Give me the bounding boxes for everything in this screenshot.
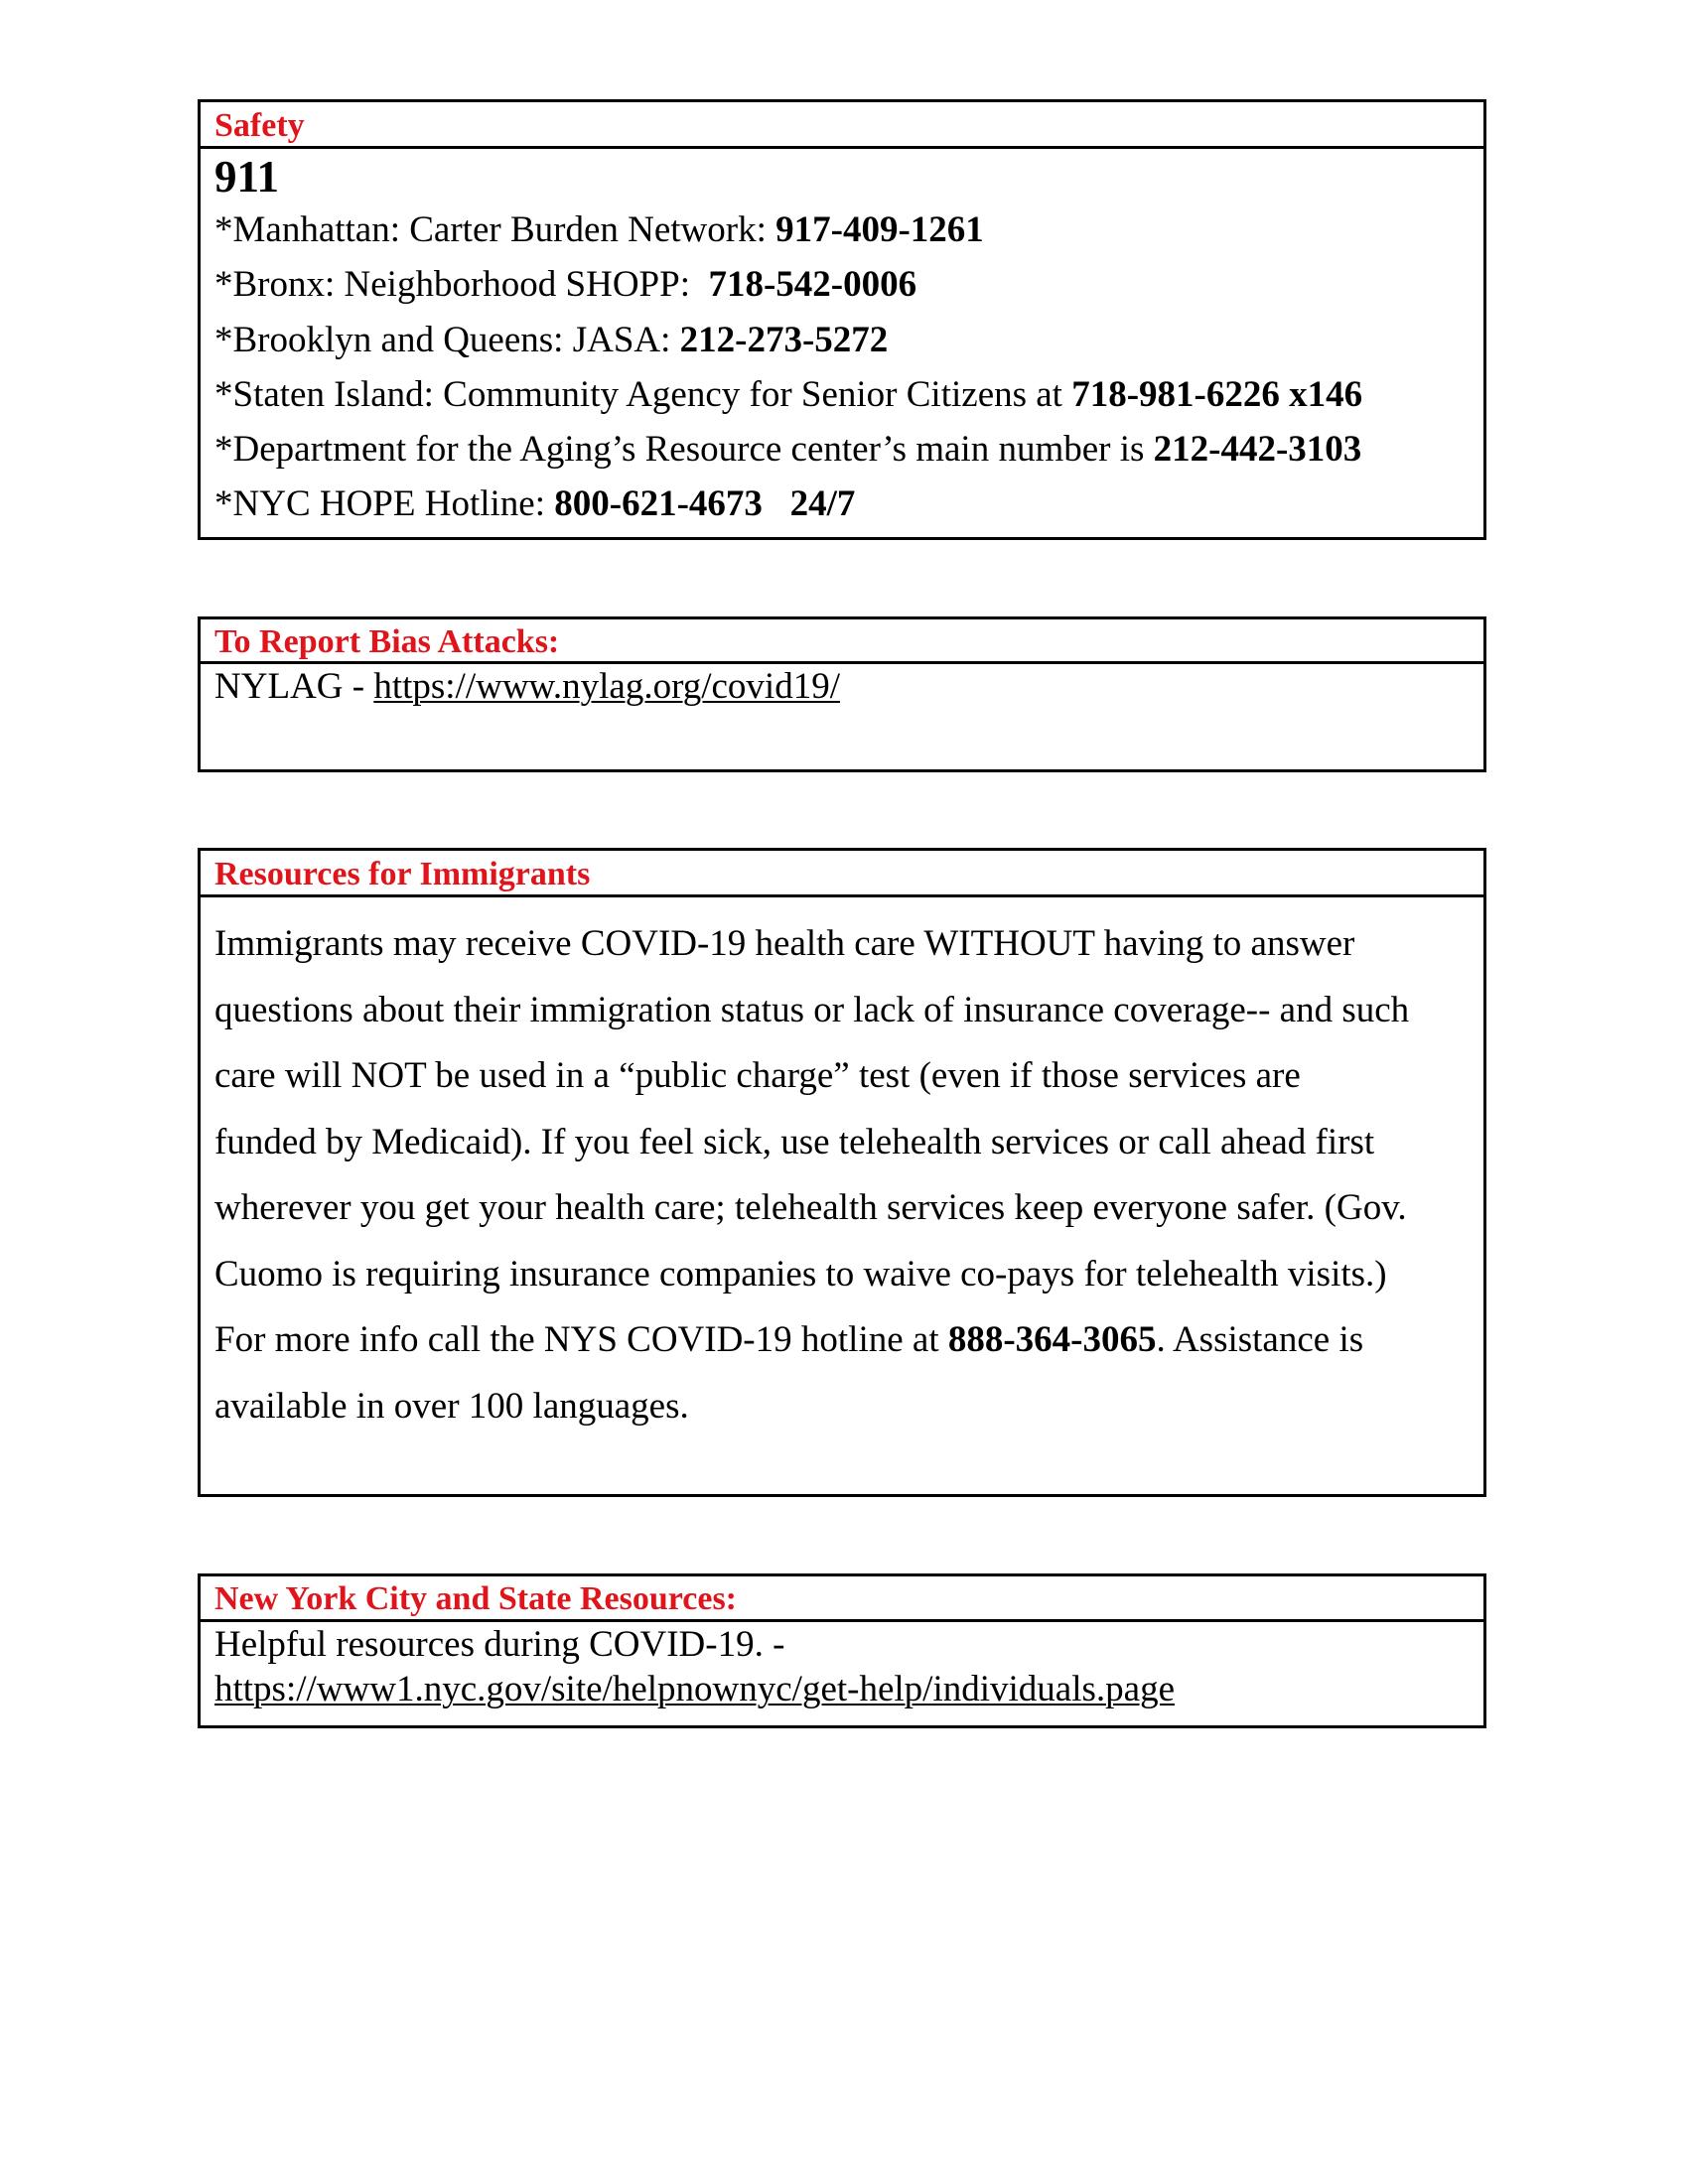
contact-line-dept-aging [214,422,1483,477]
contact-line-bronx [214,257,1483,312]
nys-hotline-number: 888-364-3065 [947,1319,1157,1360]
paragraph-line [214,1043,1483,1110]
bias-attacks-section [198,616,1486,772]
contact-label: *Staten Island: Community Agency for Senior Citizens at [214,373,1072,415]
paragraph-text: funded by Medicaid). If you feel sick, use telehealth services or call ahead first [214,1121,1375,1162]
paragraph-line [214,1175,1483,1242]
paragraph-text: Cuomo is requiring insurance companies to waive co-pays for telehealth visits.) [214,1253,1387,1295]
paragraph-text: questions about their immigration status or lack of insurance coverage-- and such [214,989,1410,1030]
contact-label: *Department for the Aging’s Resource center’s main number is [214,429,1154,471]
bias-attacks-heading: To Report Bias Attacks: [201,619,1483,664]
contact-number: 917-409-1261 [775,209,984,250]
immigrants-section [198,848,1486,1497]
immigrants-paragraph [214,911,1483,1439]
nyc-help-link[interactable]: https://www1.nyc.gov/site/helpnownyc/get-help/individuals.page [214,1669,1175,1709]
safety-section [198,99,1486,540]
contact-label: *Brooklyn and Queens: JASA: [214,319,680,360]
paragraph-text: For more info call the NYS COVID-19 hotline at [214,1319,948,1360]
paragraph-text: care will NOT be used in a “public charge” test (even if those services are [214,1055,1301,1096]
contact-label: *Bronx: Neighborhood SHOPP: [214,264,709,306]
paragraph-text: Immigrants may receive COVID-19 health care WITHOUT having to answer [214,923,1355,964]
bias-attacks-body [201,664,1483,709]
paragraph-line [214,911,1483,978]
paragraph-line [214,1110,1483,1176]
contact-label: *Manhattan: Carter Burden Network: [214,209,776,250]
contact-line-staten-island [214,367,1483,422]
contact-number: 718-981-6226 x146 [1071,373,1363,415]
contact-line-nyc-hope [214,477,1483,531]
contact-number: 212-442-3103 [1153,429,1362,471]
nyc-resources-section [198,1573,1486,1728]
safety-body [201,149,1483,532]
immigrants-heading: Resources for Immigrants [201,851,1483,897]
nyc-resources-text: Helpful resources during COVID-19. - [214,1624,785,1665]
emergency-number: 911 [214,152,280,202]
org-label: NYLAG - [214,666,374,707]
contact-line-brooklyn-queens [214,313,1483,367]
nyc-resources-heading: New York City and State Resources: [201,1576,1483,1622]
immigrants-body [201,897,1483,1439]
contact-number: 212-273-5272 [679,319,889,360]
contact-line-manhattan [214,203,1483,257]
contact-number: 718-542-0006 [708,264,917,306]
paragraph-line [214,1307,1483,1374]
contact-label: *NYC HOPE Hotline: [214,483,555,525]
nyc-resources-body [201,1622,1483,1711]
paragraph-line [214,1374,1483,1440]
safety-heading: Safety [201,102,1483,149]
paragraph-text: available in over 100 languages. [214,1385,689,1427]
paragraph-line [214,978,1483,1044]
paragraph-text: wherever you get your health care; telehealth services keep everyone safer. (Gov. [214,1187,1407,1228]
paragraph-line [214,1242,1483,1308]
nylag-link[interactable]: https://www.nylag.org/covid19/ [373,666,840,707]
paragraph-text: . Assistance is [1156,1319,1364,1360]
contact-number: 800-621-4673 24/7 [554,483,856,525]
